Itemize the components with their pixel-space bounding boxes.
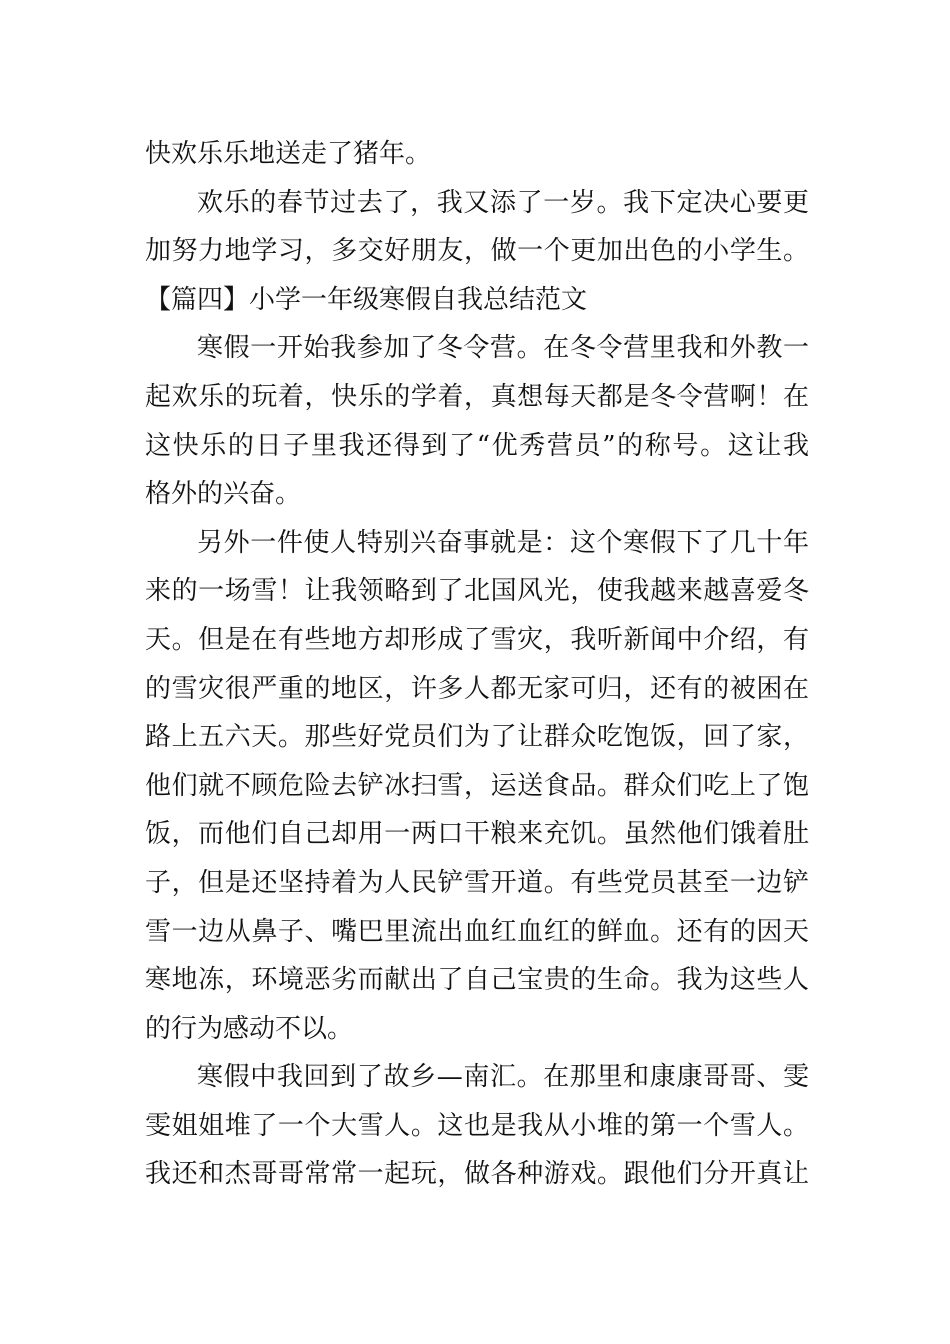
text-line: 起欢乐的玩着，快乐的学着，真想每天都是冬令营啊！在 bbox=[145, 381, 809, 412]
text-line: 雪一边从鼻子、嘴巴里流出血红血红的鲜血。还有的因天 bbox=[145, 916, 809, 947]
document-body bbox=[145, 130, 809, 1199]
text-line: 这快乐的日子里我还得到了“优秀营员”的称号。这让我 bbox=[145, 430, 809, 461]
text-line: 加努力地学习，多交好朋友，做一个更加出色的小学生。 bbox=[145, 236, 809, 267]
text-line: 欢乐的春节过去了，我又添了一岁。我下定决心要更 bbox=[197, 187, 809, 218]
text-line: 饭，而他们自己却用一两口干粮来充饥。虽然他们饿着肚 bbox=[145, 819, 809, 850]
text-line: 另外一件使人特别兴奋事就是：这个寒假下了几十年 bbox=[197, 527, 809, 558]
text-line: 我还和杰哥哥常常一起玩，做各种游戏。跟他们分开真让 bbox=[145, 1159, 809, 1190]
text-line: 路上五六天。那些好党员们为了让群众吃饱饭，回了家， bbox=[145, 722, 809, 753]
text-line: 寒地冻，环境恶劣而献出了自己宝贵的生命。我为这些人 bbox=[145, 965, 809, 996]
text-line: 格外的兴奋。 bbox=[145, 479, 302, 510]
text-line: 他们就不顾危险去铲冰扫雪，运送食品。群众们吃上了饱 bbox=[145, 770, 809, 801]
text-line: 子，但是还坚持着为人民铲雪开道。有些党员甚至一边铲 bbox=[145, 867, 809, 898]
text-line: 的雪灾很严重的地区，许多人都无家可归，还有的被困在 bbox=[145, 673, 809, 704]
text-line: 来的一场雪！让我领略到了北国风光，使我越来越喜爱冬 bbox=[145, 576, 809, 607]
text-line: 寒假中我回到了故乡—南汇。在那里和康康哥哥、雯 bbox=[197, 1062, 809, 1093]
text-line: 雯姐姐堆了一个大雪人。这也是我从小堆的第一个雪人。 bbox=[145, 1110, 809, 1141]
text-line: 的行为感动不以。 bbox=[145, 1013, 354, 1044]
text-line: 【篇四】小学一年级寒假自我总结范文 bbox=[145, 284, 588, 315]
text-line: 寒假一开始我参加了冬令营。在冬令营里我和外教一 bbox=[197, 333, 809, 364]
text-line: 快欢乐乐地送走了猪年。 bbox=[145, 139, 432, 169]
text-line: 天。但是在有些地方却形成了雪灾，我听新闻中介绍，有 bbox=[145, 624, 809, 655]
